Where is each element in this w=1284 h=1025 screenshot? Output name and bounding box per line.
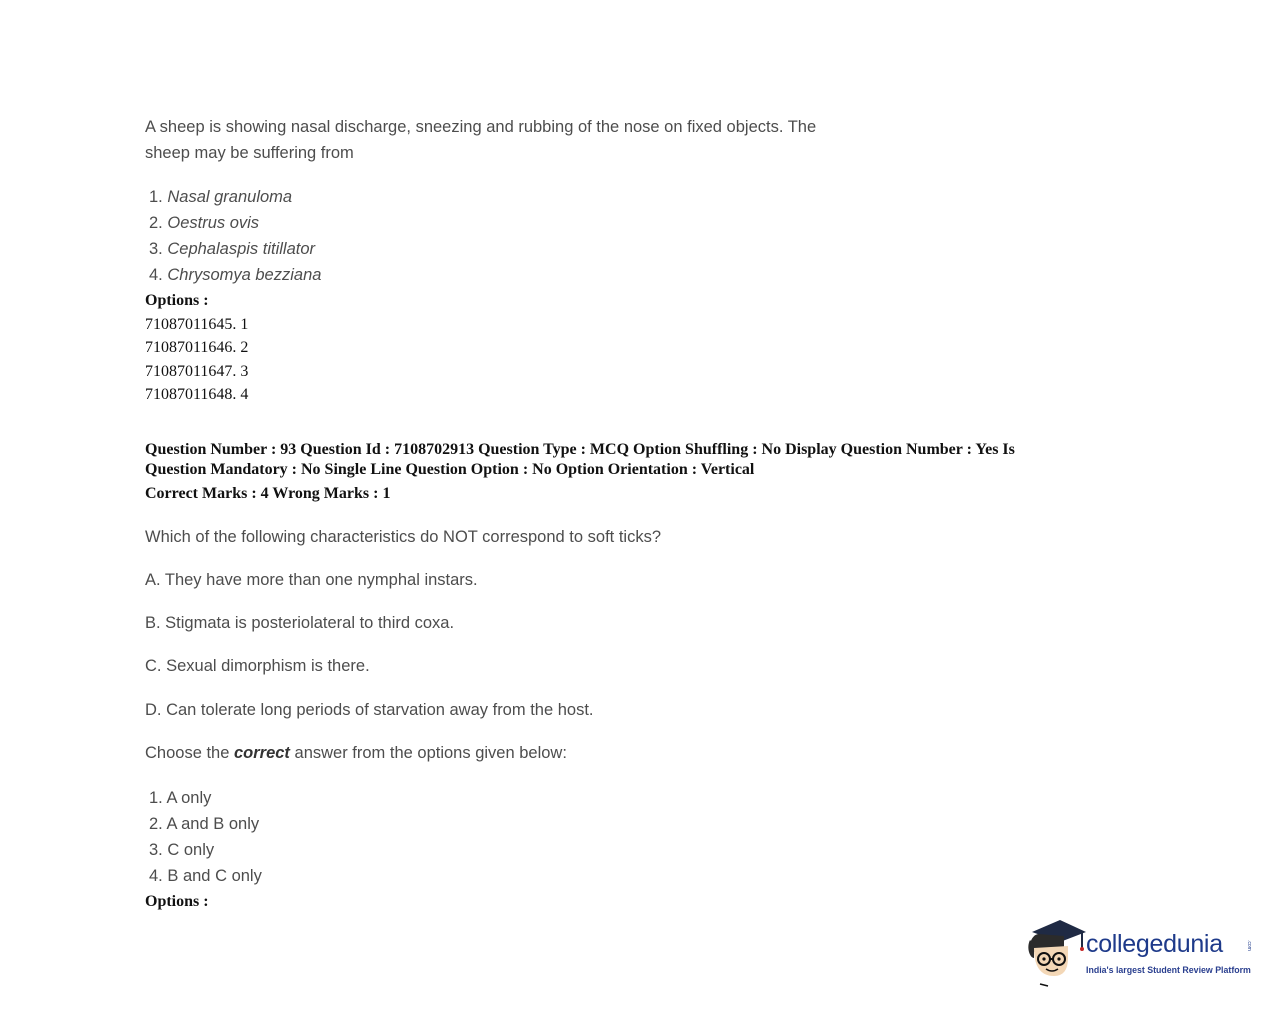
list-item: 3. Cephalaspis titillator — [149, 240, 316, 258]
collegedunia-logo — [1024, 918, 1260, 990]
logo-brand-text: collegedunia — [1086, 930, 1223, 958]
q93-question-text: Which of the following characteristics do NOT correspond to soft ticks? — [145, 528, 661, 546]
q93-statement-c: C. Sexual dimorphism is there. — [145, 657, 370, 675]
q92-options-block — [145, 289, 248, 407]
list-item: 2. Oestrus ovis — [149, 214, 260, 232]
mascot-graduation-cap-icon — [1024, 918, 1088, 990]
list-item: 3. C only — [149, 841, 215, 859]
q93-meta-line1: Question Number : 93 Question Id : 7108702913 Question Type : MCQ Option Shuffling : No Display Question Number : Yes Is — [145, 441, 1015, 458]
q92-question-text — [145, 114, 816, 166]
logo-tagline: India's largest Student Review Platform — [1086, 965, 1251, 975]
q93-marks: Correct Marks : 4 Wrong Marks : 1 — [145, 485, 391, 502]
option-id-row: 71087011646. 2 — [145, 339, 249, 356]
q92-choice-list — [149, 184, 321, 288]
q93-metadata — [145, 440, 1135, 504]
option-id-row: 71087011648. 4 — [145, 386, 249, 403]
logo-com-text: .com — [1246, 940, 1252, 951]
q92-question-line2: sheep may be suffering from — [145, 144, 354, 162]
list-item: 4. Chrysomya bezziana — [149, 266, 322, 284]
option-id-row: 71087011647. 3 — [145, 362, 249, 380]
q93-options-label: Options : — [145, 893, 209, 910]
list-item: 4. B and C only — [149, 867, 262, 885]
q93-meta-line2: Question Mandatory : No Single Line Question Option : No Option Orientation : Vertical — [145, 461, 755, 478]
q93-statement-b: B. Stigmata is posteriolateral to third coxa. — [145, 614, 455, 632]
list-item: 1. Nasal granuloma — [149, 188, 293, 206]
option-id-row: 71087011645. 1 — [145, 315, 249, 333]
list-item: 2. A and B only — [149, 815, 260, 833]
options-label: Options : — [145, 292, 209, 309]
list-item: 1. A only — [149, 789, 212, 807]
emphasis-correct: correct — [233, 744, 290, 762]
q93-instruction: Choose the correct answer from the options given below: — [145, 744, 567, 762]
q93-statement-d: D. Can tolerate long periods of starvation away from the host. — [145, 701, 594, 719]
q93-statement-a: A. They have more than one nymphal instars. — [145, 571, 478, 589]
q92-question-line1: A sheep is showing nasal discharge, sneezing and rubbing of the nose on fixed objects. The — [145, 118, 817, 136]
q93-choice-list — [149, 785, 262, 889]
